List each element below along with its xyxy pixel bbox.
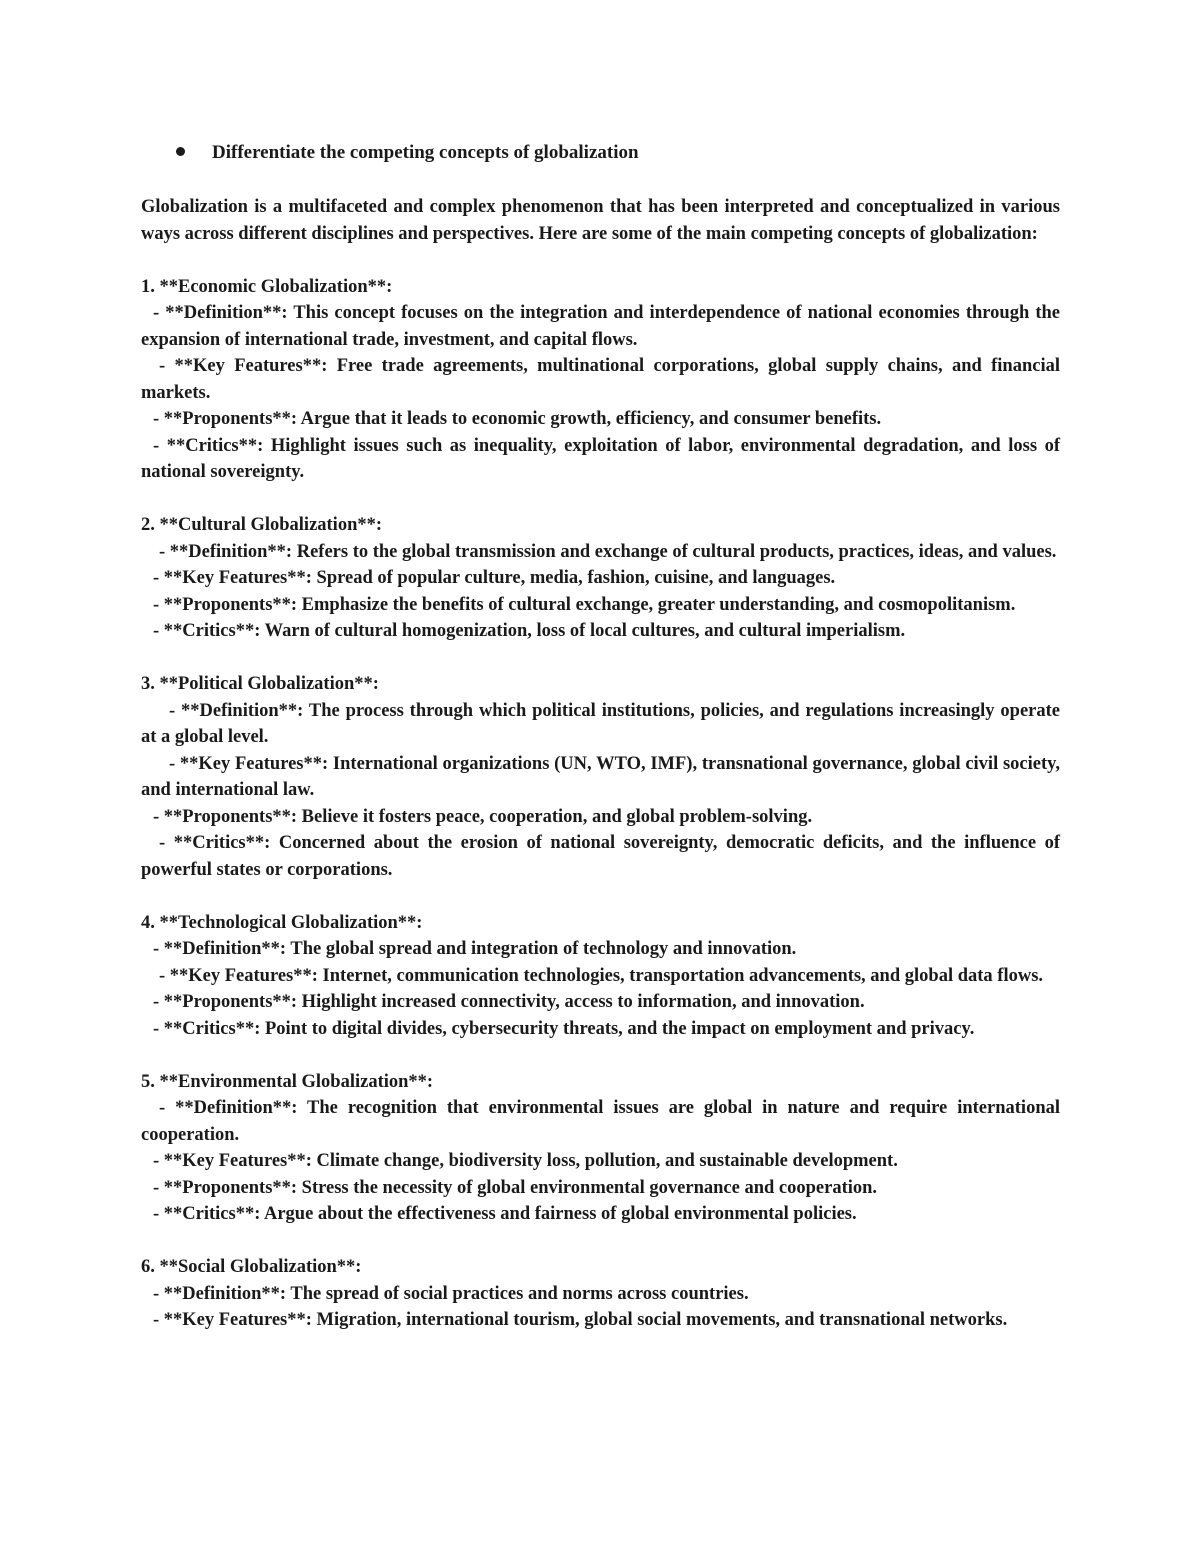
proponents-line: - **Proponents**: Highlight increased connectivity, access to information, and innovation. <box>153 992 865 1012</box>
section-heading: 2. **Cultural Globalization**: <box>141 515 383 535</box>
critics-line: - **Critics**: Argue about the effectiveness and fairness of global environmental policies. <box>153 1204 857 1224</box>
critics-line: - **Critics**: Highlight issues such as inequality, exploitation of labor, environmental degradation, and loss of national sovereignty. <box>141 435 1060 482</box>
critics-line: - **Critics**: Concerned about the erosion of national sovereignty, democratic deficits, and the influence of powerful states or corporations. <box>141 833 1060 880</box>
bullet-text: Differentiate the competing concepts of globalization <box>212 142 639 163</box>
definition-line: - **Definition**: The recognition that environmental issues are global in nature and require international cooperation. <box>141 1098 1060 1145</box>
critics-line: - **Critics**: Warn of cultural homogenization, loss of local cultures, and cultural imperialism. <box>153 621 906 641</box>
intro-paragraph: Globalization is a multifaceted and complex phenomenon that has been interpreted and conceptualized in various ways across different disciplines and perspectives. Here are some of the main competing concepts of globalization: <box>141 197 1060 244</box>
section-cultural <box>141 512 1060 645</box>
section-social <box>141 1254 1060 1334</box>
key-features-line: - **Key Features**: International organizations (UN, WTO, IMF), transnational governance, global civil society, and international law. <box>141 753 1060 800</box>
critics-line: - **Critics**: Point to digital divides, cybersecurity threats, and the impact on employment and privacy. <box>153 1018 975 1039</box>
document-body <box>141 194 1060 1334</box>
definition-line: - **Definition**: This concept focuses on the integration and interdependence of national economies through the expansion of international trade, investment, and capital flows. <box>141 303 1060 350</box>
definition-line: - **Definition**: The spread of social practices and norms across countries. <box>153 1283 749 1304</box>
key-features-line: - **Key Features**: Migration, international tourism, global social movements, and transnational networks. <box>153 1310 1008 1330</box>
section-economic <box>141 274 1060 486</box>
definition-line: - **Definition**: Refers to the global transmission and exchange of cultural products, practices, ideas, and values. <box>159 541 1057 562</box>
section-heading: 6. **Social Globalization**: <box>141 1257 362 1277</box>
key-features-line: - **Key Features**: Internet, communication technologies, transportation advancements, and global data flows. <box>159 965 1044 986</box>
bullet-item <box>176 140 639 166</box>
section-heading: 4. **Technological Globalization**: <box>141 912 423 933</box>
key-features-line: - **Key Features**: Spread of popular culture, media, fashion, cuisine, and languages. <box>153 568 836 588</box>
section-heading: 5. **Environmental Globalization**: <box>141 1071 434 1092</box>
definition-line: - **Definition**: The process through which political institutions, policies, and regulations increasingly operate at a global level. <box>141 700 1060 747</box>
proponents-line: - **Proponents**: Emphasize the benefits of cultural exchange, greater understanding, and cosmopolitanism. <box>153 594 1016 615</box>
key-features-line: - **Key Features**: Climate change, biodiversity loss, pollution, and sustainable development. <box>153 1151 898 1171</box>
bullet-dot-icon <box>176 147 185 156</box>
section-environmental <box>141 1069 1060 1228</box>
definition-line: - **Definition**: The global spread and integration of technology and innovation. <box>153 939 797 959</box>
proponents-line: - **Proponents**: Stress the necessity of global environmental governance and cooperation. <box>153 1177 878 1198</box>
section-technological <box>141 910 1060 1043</box>
section-heading: 1. **Economic Globalization**: <box>141 276 393 297</box>
key-features-line: - **Key Features**: Free trade agreements, multinational corporations, global supply chains, and financial markets. <box>141 356 1060 403</box>
section-heading: 3. **Political Globalization**: <box>141 674 379 694</box>
proponents-line: - **Proponents**: Believe it fosters peace, cooperation, and global problem-solving. <box>153 806 813 827</box>
proponents-line: - **Proponents**: Argue that it leads to economic growth, efficiency, and consumer benefits. <box>153 409 882 429</box>
section-political <box>141 671 1060 883</box>
